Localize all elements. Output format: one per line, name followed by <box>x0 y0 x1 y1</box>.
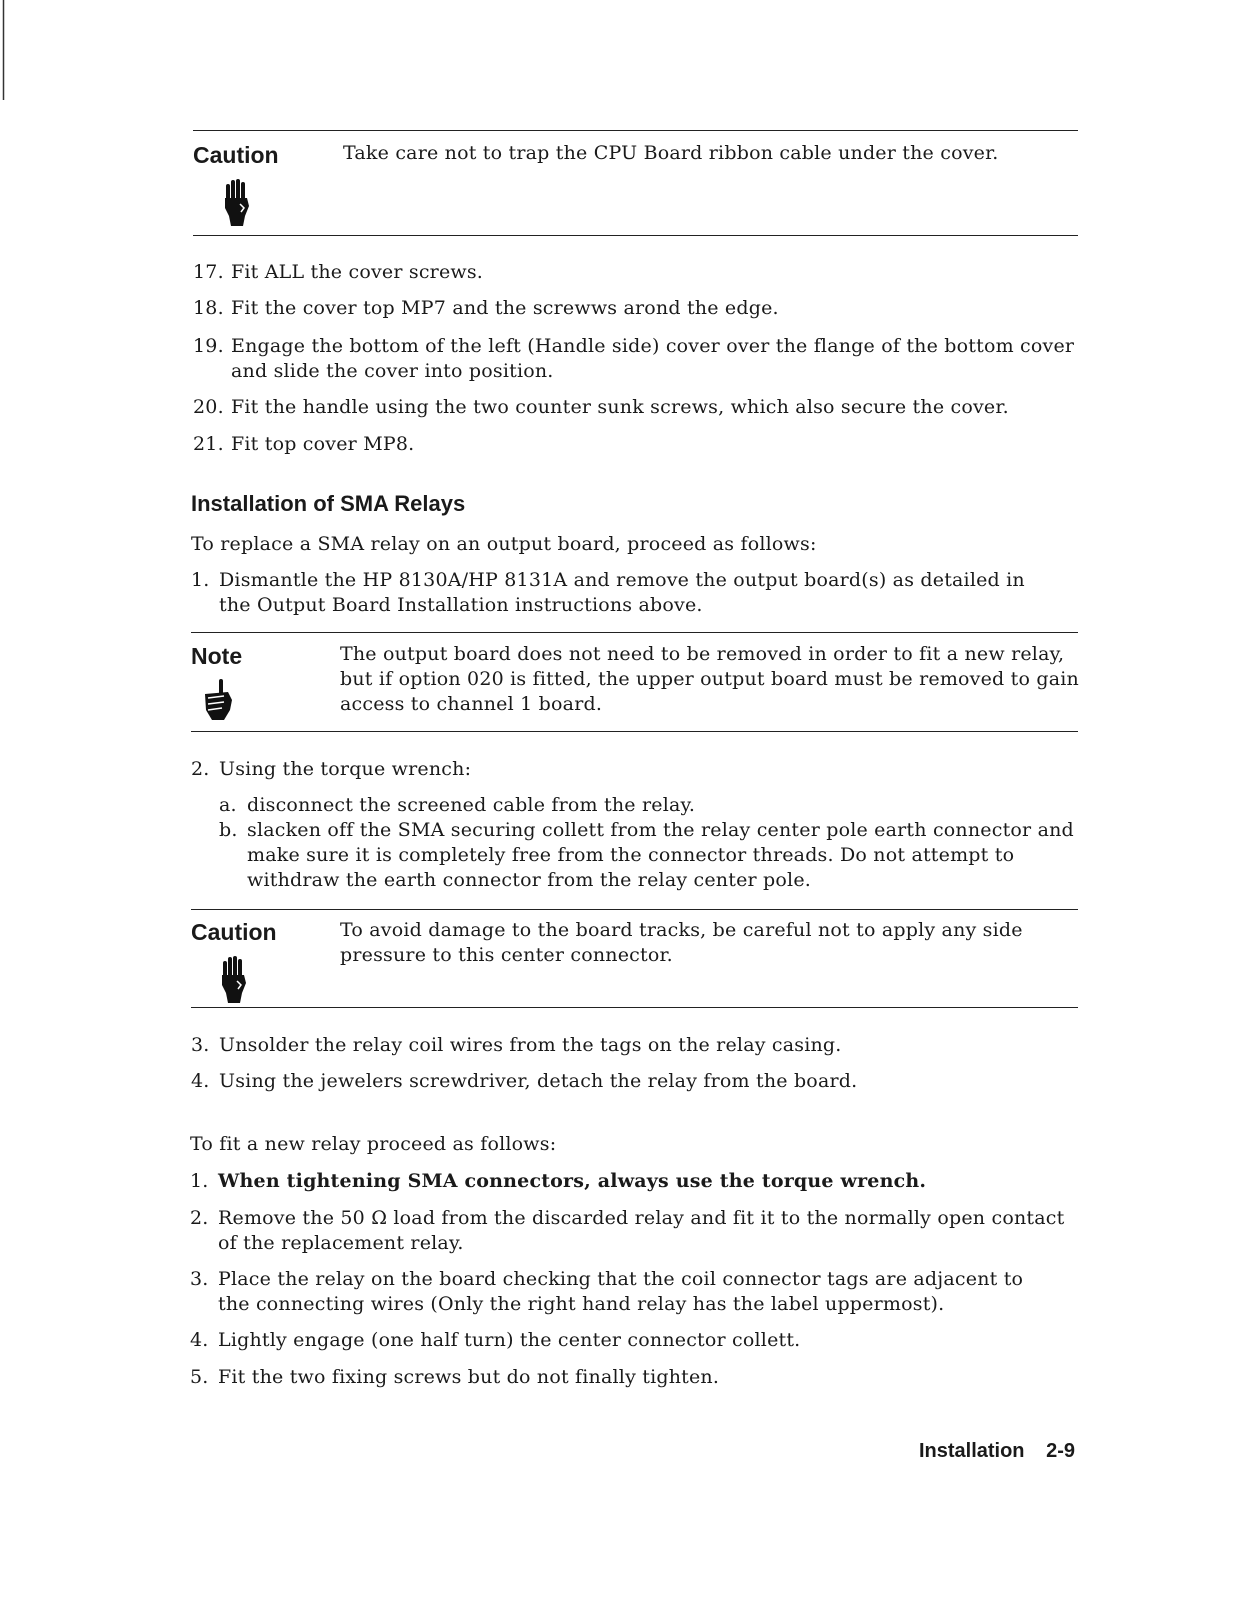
caution-top-rule <box>191 909 1078 910</box>
note-text: The output board does not need to be removed in order to fit a new relay, but if option 020 is fitted, the upper output board must be removed to gain access to channel 1 board. <box>340 643 1079 715</box>
footer-section: Installation <box>918 1440 1025 1462</box>
section-intro: To replace a SMA relay on an output board, proceed as follows: <box>191 533 817 555</box>
caution-label: Caution <box>191 919 277 945</box>
note-bottom-rule <box>191 731 1078 732</box>
list-item: 1. Dismantle the HP 8130A/HP 8131A and remove the output board(s) as detailed in the Output Board Installation instructions above. <box>191 569 1025 616</box>
list-item: 4. Lightly engage (one half turn) the center connector collett. <box>190 1329 801 1351</box>
list-item: 20. Fit the handle using the two counter sunk screws, which also secure the cover. <box>193 396 1009 418</box>
list-item: 4. Using the jewelers screwdriver, detach the relay from the board. <box>191 1070 858 1092</box>
caution-text: Take care not to trap the CPU Board ribbon cable under the cover. <box>343 142 999 164</box>
list-item: 19. Engage the bottom of the left (Handle side) cover over the flange of the bottom cover and slide the cover into position. <box>193 335 1075 382</box>
page-number: 2-9 <box>1046 1440 1075 1462</box>
fit-intro: To fit a new relay proceed as follows: <box>190 1133 557 1155</box>
caution-text: To avoid damage to the board tracks, be careful not to apply any side pressure to this center connector. <box>340 919 1023 966</box>
note-top-rule <box>191 632 1078 633</box>
list-item: 3. Place the relay on the board checking that the coil connector tags are adjacent to the connecting wires (Only the right hand relay has the label uppermost). <box>190 1268 1024 1315</box>
caution-bottom-rule <box>191 1007 1078 1008</box>
page-footer <box>919 1440 1075 1463</box>
caution-bottom-rule <box>193 235 1078 236</box>
list-item: 2. Remove the 50 Ω load from the discarded relay and fit it to the normally open contact of the replacement relay. <box>190 1207 1065 1254</box>
sub-list-item: b. slacken off the SMA securing collett from the relay center pole earth connector and make sure it is completely free from the connector threads. Do not attempt to withdraw the earth connector from the relay center pole. <box>219 819 1074 891</box>
hand-stop-icon <box>219 955 249 1005</box>
section-heading: Installation of SMA Relays <box>191 491 466 516</box>
list-item: 3. Unsolder the relay coil wires from the tags on the relay casing. <box>191 1034 842 1056</box>
hand-pointing-icon <box>200 678 236 722</box>
list-item: 17. Fit ALL the cover screws. <box>193 261 484 283</box>
list-item: 1. When tightening SMA connectors, always use the torque wrench. <box>190 1170 927 1192</box>
note-label: Note <box>191 643 243 669</box>
sub-list-item: a. disconnect the screened cable from the relay. <box>219 794 696 816</box>
caution-label: Caution <box>193 142 279 168</box>
scan-edge-mark <box>2 0 5 100</box>
list-item: 21. Fit top cover MP8. <box>193 433 415 455</box>
caution-top-rule <box>193 130 1078 131</box>
list-item: 2. Using the torque wrench: <box>191 758 472 780</box>
list-item: 5. Fit the two fixing screws but do not finally tighten. <box>190 1366 720 1388</box>
list-item: 18. Fit the cover top MP7 and the screwws arond the edge. <box>193 297 779 319</box>
hand-stop-icon <box>222 178 252 228</box>
